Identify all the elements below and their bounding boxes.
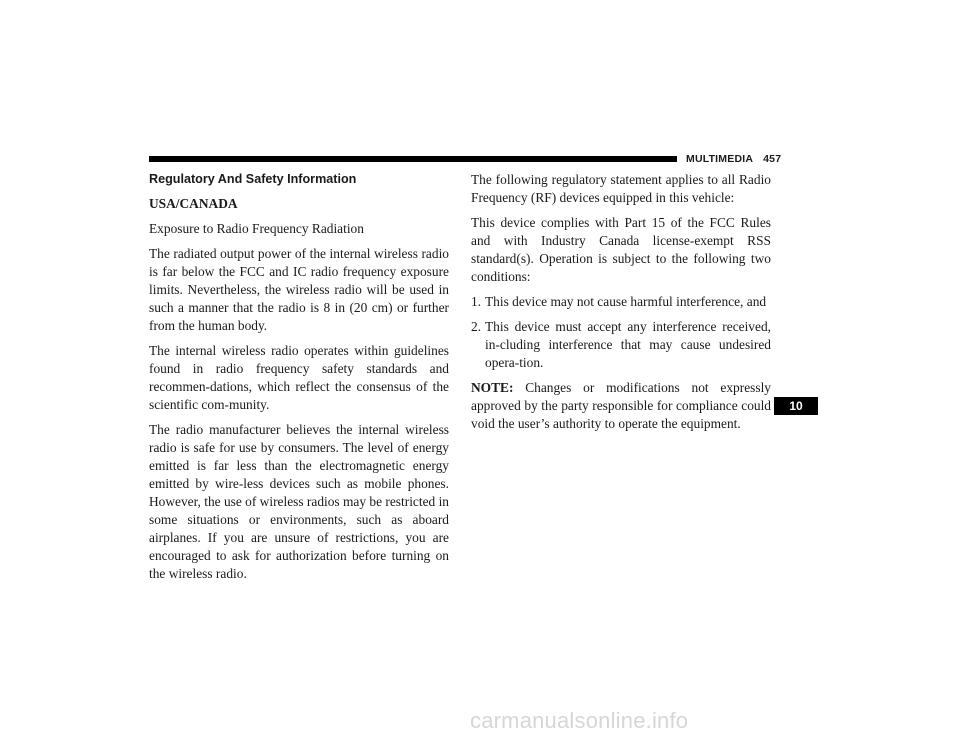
left-column — [149, 170, 449, 590]
page-number: 457 — [763, 153, 782, 165]
paragraph-output-power: The radiated output power of the internal wireless radio is far below the FCC and IC radio frequency exposure limits. Nevertheless, the wireless radio will be used in such a manner that the radio is 8 in (20 cm) or further from the human body. — [149, 246, 449, 333]
paragraph-exposure: Exposure to Radio Frequency Radiation — [149, 221, 364, 236]
paragraph-regulatory-statement: The following regulatory statement applies to all Radio Frequency (RF) devices equipped in this vehicle: — [471, 172, 771, 205]
watermark: carmanualsonline.info — [470, 708, 689, 733]
note-paragraph — [471, 379, 771, 433]
list-item-number: 2. — [471, 319, 482, 334]
header-rule — [149, 156, 677, 162]
right-column — [471, 171, 771, 440]
paragraph-manufacturer: The radio manufacturer believes the internal wireless radio is safe for use by consumers. The level of energy emitted is far less than the electromagnetic energy emitted by wire-less devices such as mobile phones. However, the use of wireless radios may be restricted in some situations or environments, such as aboard airplanes. If you are unsure of restrictions, you are encouraged to ask for authorization before turning on the wireless radio. — [149, 422, 449, 581]
list-item-text: This device must accept any interference received, in-cluding interference that may cause undesired opera-tion. — [485, 319, 771, 370]
paragraph-fcc-compliance: This device complies with Part 15 of the FCC Rules and with Industry Canada license-exempt RSS standard(s). Operation is subject to the following two conditions: — [471, 215, 771, 284]
conditions-list — [471, 293, 771, 372]
running-head — [686, 153, 781, 165]
list-item — [471, 318, 771, 372]
paragraph-guidelines: The internal wireless radio operates within guidelines found in radio frequency safety standards and recommen-dations, which reflect the consensus of the scientific com-munity. — [149, 343, 449, 412]
list-item-number: 1. — [471, 294, 482, 309]
section-name: MULTIMEDIA — [686, 153, 754, 165]
note-label: NOTE: — [471, 380, 514, 395]
subhead-usa-canada: USA/CANADA — [149, 196, 238, 211]
list-item-text: This device may not cause harmful interference, and — [485, 294, 767, 309]
list-item — [471, 293, 771, 311]
section-title: Regulatory And Safety Information — [149, 172, 357, 186]
chapter-tab: 10 — [774, 397, 818, 415]
note-text: Changes or modifications not expressly approved by the party responsible for compliance could void the user’s authority to operate the equipment. — [471, 380, 771, 431]
